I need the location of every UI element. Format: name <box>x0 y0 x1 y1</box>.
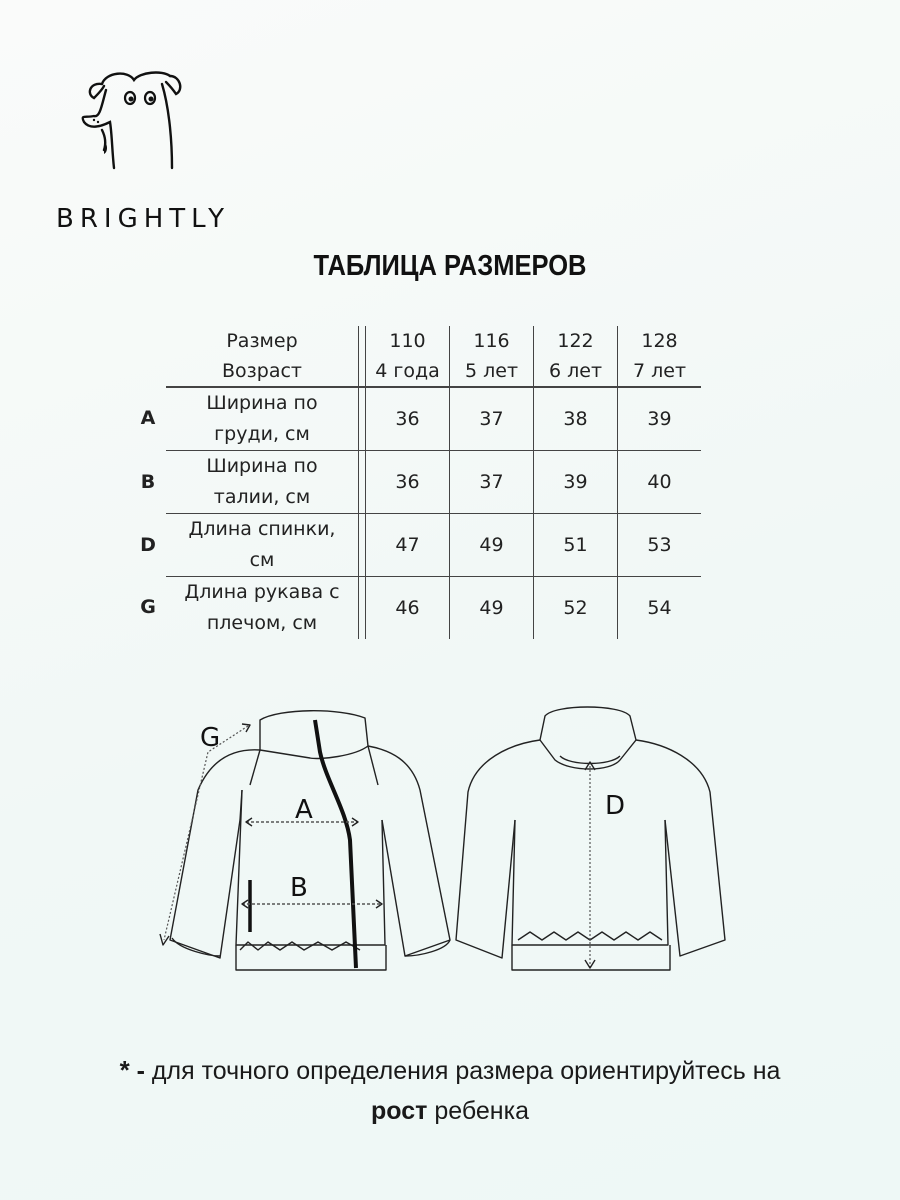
a-label: A <box>295 795 313 825</box>
row-name-line1: Длина рукава с <box>184 581 340 603</box>
b-label: B <box>290 873 308 903</box>
value-cell: 38 <box>534 387 618 451</box>
value-cell: 49 <box>450 577 534 640</box>
row-name <box>166 514 359 577</box>
value-cell: 40 <box>618 451 702 514</box>
value-cell: 39 <box>618 387 702 451</box>
age-128: 7 лет <box>618 356 702 387</box>
asterisk: * <box>119 1055 130 1085</box>
note-line1 <box>0 1050 900 1091</box>
value-cell: 53 <box>618 514 702 577</box>
row-mark-g: G <box>140 596 156 619</box>
age-label: Возраст <box>166 356 359 387</box>
row-mark-d: D <box>140 533 156 556</box>
size-110: 110 <box>366 326 450 356</box>
dog-logo-icon <box>76 64 196 174</box>
note-rest: ребенка <box>434 1097 529 1125</box>
brand-name: BRIGHTLY <box>56 204 231 234</box>
value-cell: 47 <box>366 514 450 577</box>
value-cell: 51 <box>534 514 618 577</box>
g-label: G <box>200 723 221 753</box>
table-header-row <box>130 326 701 356</box>
table-row <box>130 451 701 514</box>
row-name-line2: талии, см <box>213 486 311 508</box>
g-arrow-top <box>242 724 250 732</box>
age-110: 4 года <box>366 356 450 387</box>
brand-logo <box>56 64 256 244</box>
note-line2 <box>0 1091 900 1131</box>
value-cell: 39 <box>534 451 618 514</box>
row-name-line2: груди, см <box>214 423 310 445</box>
row-name <box>166 451 359 514</box>
row-name-line1: Ширина по <box>206 455 318 477</box>
row-mark-a: A <box>140 407 156 430</box>
value-cell: 54 <box>647 596 672 619</box>
age-122: 6 лет <box>534 356 618 387</box>
note-dash: - <box>136 1057 145 1085</box>
value-cell: 46 <box>366 577 450 640</box>
size-122: 122 <box>534 326 618 356</box>
table-age-row <box>130 356 701 387</box>
size-116: 116 <box>450 326 534 356</box>
size-label: Размер <box>226 330 298 352</box>
value-cell: 37 <box>450 387 534 451</box>
note-bold: рост <box>371 1097 428 1125</box>
size-128: 128 <box>641 330 678 352</box>
garment-diagram <box>150 700 740 990</box>
table-row <box>130 514 701 577</box>
value-cell: 52 <box>534 577 618 640</box>
size-note <box>0 1050 900 1131</box>
row-name <box>166 577 359 640</box>
table-row <box>130 577 701 640</box>
row-name <box>166 387 359 451</box>
value-cell: 49 <box>450 514 534 577</box>
age-116: 5 лет <box>450 356 534 387</box>
row-name-line1: Ширина по <box>206 392 318 414</box>
page-title: ТАБЛИЦА РАЗМЕРОВ <box>313 250 587 282</box>
value-cell: 37 <box>450 451 534 514</box>
table-row <box>130 387 701 451</box>
value-cell: 36 <box>366 387 450 451</box>
row-name-line2: см <box>249 549 275 571</box>
note-text: для точного определения размера ориентируйтесь на <box>151 1057 781 1085</box>
d-label: D <box>605 791 626 821</box>
value-cell: 36 <box>366 451 450 514</box>
row-mark-b: B <box>140 470 156 493</box>
row-name-line1: Длина спинки, <box>188 518 336 540</box>
size-table <box>130 326 701 639</box>
row-name-line2: плечом, см <box>206 612 318 634</box>
